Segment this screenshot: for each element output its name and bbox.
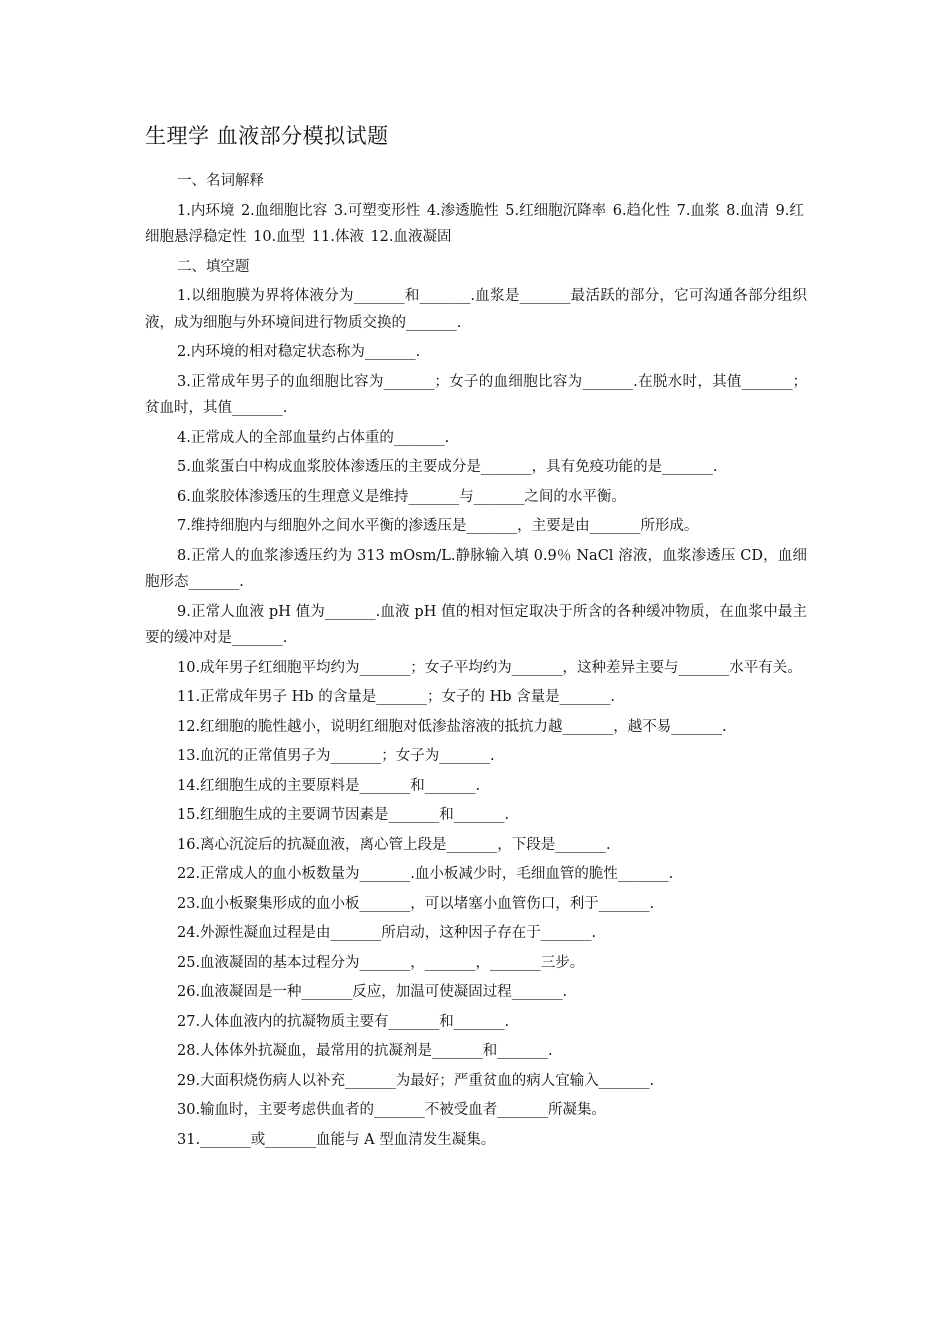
question-item: 29.大面积烧伤病人以补充_______为最好；严重贫血的病人宜输入_______.: [177, 1072, 655, 1089]
question-item: 14.红细胞生成的主要原料是_______和_______.: [177, 777, 481, 794]
question-item: 25.血液凝固的基本过程分为_______，_______，_______三步。: [177, 954, 585, 971]
section-heading-fill-in: 二、填空题: [177, 258, 250, 275]
document-title: 生理学 血液部分模拟试题: [145, 124, 389, 148]
question-item: 13.血沉的正常值男子为_______；女子为_______.: [177, 748, 495, 764]
question-item: 28.人体体外抗凝血，最常用的抗凝剂是_______和_______.: [177, 1043, 553, 1059]
question-item: 8.正常人的血浆渗透压约为 313 mOsm/L.静脉输入填 0.9％ NaCl 溶液，血浆渗透压 CD，血细胞形态_______.: [145, 547, 807, 590]
question-item: 12.红细胞的脆性越小，说明红细胞对低渗盐溶液的抵抗力越_______，越不易_______.: [177, 718, 727, 735]
question-item: 5.血浆蛋白中构成血浆胶体渗透压的主要成分是_______，具有免疫功能的是_______.: [177, 459, 718, 475]
question-item: 16.离心沉淀后的抗凝血液，离心管上段是_______，下段是_______.: [177, 836, 611, 853]
question-item: 24.外源性凝血过程是由_______所启动，这种因子存在于_______.: [177, 925, 597, 941]
definition-terms-list: 1.内环境 2.血细胞比容 3.可塑变形性 4.渗透脆性 5.红细胞沉降率 6.趋化性 7.血浆 8.血清 9.红细胞悬浮稳定性 10.血型 11.体液 12.血液凝固: [145, 202, 804, 245]
question-item: 30.输血时，主要考虑供血者的_______不被受血者_______所凝集。: [177, 1102, 607, 1118]
document-body: [145, 168, 807, 1156]
question-item: 23.血小板聚集形成的血小板_______，可以堵塞小血管伤口，利于_______.: [177, 895, 655, 912]
question-item: 2.内环境的相对稳定状态称为_______.: [177, 344, 421, 360]
question-item: 27.人体血液内的抗凝物质主要有_______和_______.: [177, 1013, 510, 1030]
question-item: 4.正常成人的全部血量约占体重的_______.: [177, 429, 450, 446]
question-item: 7.维持细胞内与细胞外之间水平衡的渗透压是_______，主要是由_______所形成。: [177, 518, 699, 534]
section-heading-definitions: 一、名词解释: [177, 173, 264, 189]
question-item: 26.血液凝固是一种_______反应，加温可使凝固过程_______.: [177, 984, 568, 1000]
question-item: 22.正常成人的血小板数量为_______.血小板减少时，毛细血管的脆性_______.: [177, 866, 674, 882]
question-item: 11.正常成年男子 Hb 的含量是_______；女子的 Hb 含量是_______.: [177, 689, 615, 705]
question-item: 9.正常人血液 pH 值为_______.血液 pH 值的相对恒定取决于所含的各种缓冲物质，在血浆中最主要的缓冲对是_______.: [145, 603, 807, 646]
question-item: 3.正常成年男子的血细胞比容为_______；女子的血细胞比容为_______.在脱水时，其值_______；贫血时，其值_______.: [145, 373, 807, 416]
question-item: 31._______或_______血能与 A 型血清发生凝集。: [177, 1131, 496, 1148]
question-item: 6.血浆胶体渗透压的生理意义是维持_______与_______之间的水平衡。: [177, 488, 626, 505]
question-item: 1.以细胞膜为界将体液分为_______和_______.血浆是_______最活跃的部分，它可沟通各部分组织液，成为细胞与外环境间进行物质交换的_______.: [145, 288, 807, 331]
question-item: 10.成年男子红细胞平均约为_______；女子平均约为_______，这种差异主要与_______水平有关。: [177, 659, 802, 676]
question-item: 15.红细胞生成的主要调节因素是_______和_______.: [177, 807, 510, 823]
